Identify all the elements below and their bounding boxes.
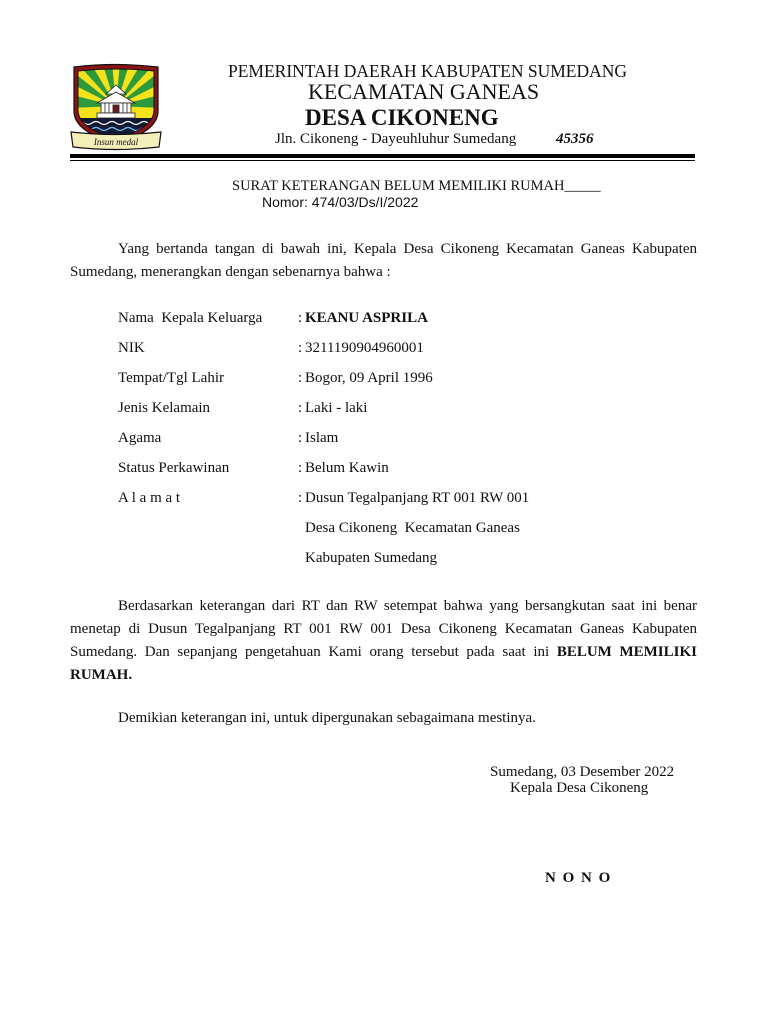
statement-line-3-text: Sumedang. Dan sepanjang pengetahuan Kami orang tersebut pada saat ini bbox=[70, 644, 557, 660]
intro-line-1: Yang bertanda tangan di bawah ini, Kepala Desa Cikoneng Kecamatan Ganeas Kabupaten bbox=[118, 241, 697, 257]
statement-line-4: RUMAH. bbox=[70, 667, 133, 683]
field-separator: : bbox=[298, 490, 303, 506]
field-label-religion: Agama bbox=[118, 430, 162, 446]
field-separator: : bbox=[298, 460, 303, 476]
field-separator: : bbox=[298, 370, 303, 386]
field-value-marital-status: Belum Kawin bbox=[305, 460, 389, 476]
emblem-motto: Insun medal bbox=[93, 137, 139, 147]
field-value-address: Dusun Tegalpanjang RT 001 RW 001 bbox=[305, 490, 530, 506]
intro-line-2: Sumedang, menerangkan dengan sebenarnya bahwa : bbox=[70, 264, 391, 280]
header-address: Jln. Cikoneng - Dayeuhluhur Sumedang bbox=[275, 131, 517, 147]
field-label-marital-status: Status Perkawinan bbox=[118, 460, 230, 476]
header-postal-code: 45356 bbox=[556, 131, 594, 147]
signature-position: Kepala Desa Cikoneng bbox=[510, 780, 649, 796]
village-emblem-logo bbox=[68, 62, 164, 152]
field-label-gender: Jenis Kelamain bbox=[118, 400, 211, 416]
header-government: PEMERINTAH DAERAH KABUPATEN SUMEDANG bbox=[228, 61, 628, 81]
field-value-gender: Laki - laki bbox=[305, 400, 368, 416]
field-value-nik: 3211190904960001 bbox=[305, 340, 424, 356]
field-label-nik: NIK bbox=[118, 340, 145, 356]
field-separator: : bbox=[298, 400, 303, 416]
signature-place-date: Sumedang, 03 Desember 2022 bbox=[490, 764, 675, 780]
statement-line-1: Berdasarkan keterangan dari RT dan RW setempat bahwa yang bersangkutan saat ini benar bbox=[118, 598, 697, 614]
closing-sentence: Demikian keterangan ini, untuk dipergunakan sebagaimana mestinya. bbox=[118, 710, 536, 726]
header-district: KECAMATAN GANEAS bbox=[308, 79, 540, 104]
document-number: Nomor: 474/03/Ds/I/2022 bbox=[262, 194, 419, 210]
signature-name: N O N O bbox=[545, 870, 612, 886]
field-value-name: KEANU ASPRILA bbox=[305, 310, 428, 326]
field-separator: : bbox=[298, 340, 303, 356]
field-label-address: A l a m a t bbox=[118, 490, 181, 506]
statement-line-3 bbox=[70, 643, 697, 661]
statement-line-2: menetap di Dusun Tegalpanjang RT 001 RW 001 Desa Cikoneng Kecamatan Ganeas Kabupaten bbox=[70, 621, 697, 637]
field-label-name: Nama Kepala Keluarga bbox=[118, 310, 263, 326]
statement-emphasis: BELUM MEMILIKI bbox=[556, 644, 697, 660]
header-divider-thin bbox=[70, 160, 695, 161]
emblem-ribbon bbox=[71, 132, 161, 150]
header-divider-thick bbox=[70, 154, 695, 158]
document-title: SURAT KETERANGAN BELUM MEMILIKI RUMAH_____ bbox=[232, 178, 601, 194]
field-value-religion: Islam bbox=[305, 430, 339, 446]
field-label-birth: Tempat/Tgl Lahir bbox=[118, 370, 224, 386]
field-value-address-line-2: Desa Cikoneng Kecamatan Ganeas bbox=[305, 520, 520, 536]
field-separator: : bbox=[298, 430, 303, 446]
field-value-birth: Bogor, 09 April 1996 bbox=[305, 370, 433, 386]
field-value-address-line-3: Kabupaten Sumedang bbox=[305, 550, 438, 566]
header-village: DESA CIKONENG bbox=[305, 105, 499, 130]
field-separator: : bbox=[298, 310, 303, 326]
